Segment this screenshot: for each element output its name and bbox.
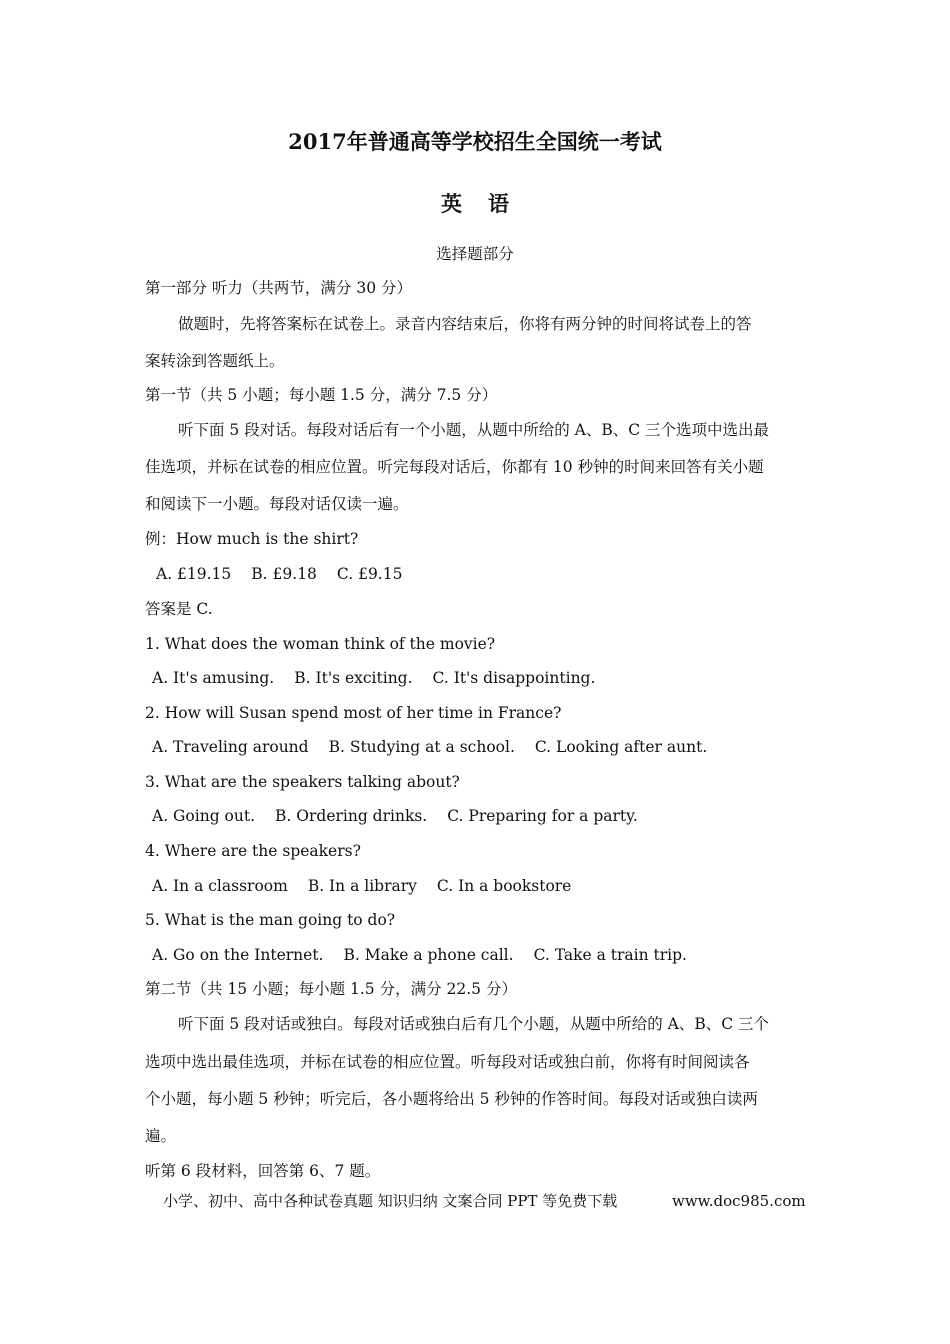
part1-heading: 第一部分 听力（共两节，满分 30 分） — [145, 279, 413, 297]
example-question: 例：How much is the shirt? — [145, 530, 359, 548]
question-1: 1. What does the woman think of the movie? — [145, 635, 496, 653]
option-a: A. Go on the Internet. — [152, 946, 324, 964]
question-4-options — [152, 876, 591, 896]
section2-heading: 第二节（共 15 小题；每小题 1.5 分，满分 22.5 分） — [145, 980, 517, 998]
section2-instructions-line3: 个小题，每小题 5 秒钟；听完后，各小题将给出 5 秒钟的作答时间。每段对话或独白读两 — [145, 1090, 758, 1108]
option-b: B. Make a phone call. — [343, 946, 514, 964]
example-answer: 答案是 C. — [145, 600, 213, 618]
example-option-b: B. £9.18 — [251, 565, 317, 583]
section1-instructions-line2: 佳选项，并标在试卷的相应位置。听完每段对话后，你都有 10 秒钟的时间来回答有关小题 — [145, 458, 764, 476]
option-a: A. Going out. — [152, 807, 256, 825]
material-note: 听第 6 段材料，回答第 6、7 题。 — [145, 1162, 381, 1180]
part1-instructions-line2: 案转涂到答题纸上。 — [145, 352, 285, 370]
question-5-options — [152, 945, 707, 965]
question-3: 3. What are the speakers talking about? — [145, 773, 460, 791]
option-b: B. It's exciting. — [294, 669, 413, 687]
option-c: C. In a bookstore — [436, 877, 572, 895]
option-b: B. In a library — [307, 877, 417, 895]
section1-instructions-line1: 听下面 5 段对话。每段对话后有一个小题，从题中所给的 A、B、C 三个选项中选出最 — [178, 421, 770, 439]
option-b: B. Ordering drinks. — [275, 807, 428, 825]
option-c: C. It's disappointing. — [432, 669, 596, 687]
footer-text: 小学、初中、高中各种试卷真题 知识归纳 文案合同 PPT 等免费下载 — [163, 1192, 618, 1210]
question-2: 2. How will Susan spend most of her time in France? — [145, 704, 562, 722]
question-1-options — [152, 668, 615, 688]
section2-instructions-line2: 选项中选出最佳选项，并标在试卷的相应位置。听每段对话或独白前，你将有时间阅读各 — [145, 1053, 750, 1071]
question-5: 5. What is the man going to do? — [145, 911, 396, 929]
exam-title: 2017年普通高等学校招生全国统一考试 — [288, 129, 662, 154]
part1-instructions-line1: 做题时，先将答案标在试卷上。录音内容结束后，你将有两分钟的时间将试卷上的答 — [178, 315, 752, 333]
question-4: 4. Where are the speakers? — [145, 842, 361, 860]
option-b: B. Studying at a school. — [328, 738, 515, 756]
option-c: C. Take a train trip. — [533, 946, 687, 964]
example-option-c: C. £9.15 — [336, 565, 403, 583]
section-label: 选择题部分 — [436, 245, 514, 263]
option-a: A. In a classroom — [152, 877, 288, 895]
section2-instructions-line1: 听下面 5 段对话或独白。每段对话或独白后有几个小题，从题中所给的 A、B、C 三个 — [178, 1015, 770, 1033]
section1-instructions-line3: 和阅读下一小题。每段对话仅读一遍。 — [145, 495, 409, 513]
footer-link[interactable]: www.doc985.com — [672, 1192, 806, 1210]
section1-heading: 第一节（共 5 小题；每小题 1.5 分，满分 7.5 分） — [145, 386, 498, 404]
example-option-a: A. £19.15 — [156, 565, 232, 583]
option-c: C. Preparing for a party. — [447, 807, 638, 825]
option-c: C. Looking after aunt. — [534, 738, 708, 756]
question-2-options — [152, 737, 727, 757]
option-a: A. Traveling around — [152, 738, 309, 756]
option-a: A. It's amusing. — [152, 669, 275, 687]
example-options — [156, 564, 422, 584]
subject-title: 英语 — [441, 191, 535, 216]
question-3-options — [152, 806, 658, 826]
section2-instructions-line4: 遍。 — [145, 1127, 177, 1145]
